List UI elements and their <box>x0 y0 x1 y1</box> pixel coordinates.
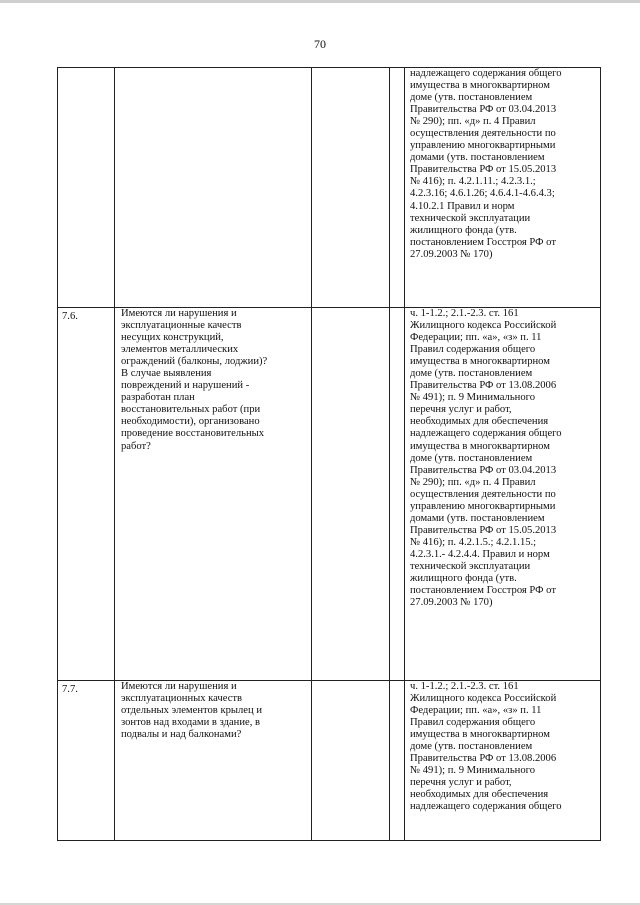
text-line: надлежащего содержания общего <box>410 801 562 813</box>
text-line: технической эксплуатации <box>410 560 531 572</box>
text-line: Правительства РФ от 03.04.2013 <box>410 464 557 476</box>
text-line: доме (утв. постановлением <box>410 92 533 104</box>
text-line: подвалы и над балконами? <box>121 729 242 741</box>
item-number: 7.7. <box>58 681 115 841</box>
text-line: надлежащего содержания общего <box>410 428 562 440</box>
text-line: домами (утв. постановлением <box>410 512 545 524</box>
legal-reference-cell <box>405 308 601 681</box>
text-line: жилищного фонда (утв. <box>410 573 517 585</box>
text-line: элементов металлических <box>121 344 239 356</box>
text-line: Правительства РФ от 13.08.2006 <box>410 753 557 765</box>
text-line: Федерации; пп. «а», «з» п. 11 <box>410 332 542 344</box>
text-line: Правительства РФ от 13.08.2006 <box>410 380 557 392</box>
legal-reference-cell <box>405 68 601 308</box>
text-line: отдельных элементов крылец и <box>121 705 262 717</box>
note-cell <box>390 308 405 681</box>
text-line: необходимых для обеспечения <box>410 416 549 428</box>
text-line: доме (утв. постановлением <box>410 741 533 753</box>
text-line: необходимости), организовано <box>121 416 260 428</box>
text-line: имущества в многоквартирном <box>410 440 550 452</box>
answer-cell <box>312 68 390 308</box>
text-line: ч. 1-1.2.; 2.1.-2.3. ст. 161 <box>410 308 519 319</box>
legal-reference-cell <box>405 681 601 841</box>
text-line: имущества в многоквартирном <box>410 729 550 741</box>
scan-top-edge <box>0 0 640 3</box>
requirements-table <box>57 67 601 841</box>
table-row <box>58 681 601 841</box>
item-number: 7.6. <box>58 308 115 681</box>
text-line: управлению многоквартирными <box>410 500 556 512</box>
item-number <box>58 68 115 308</box>
text-line: имущества в многоквартирном <box>410 80 550 92</box>
text-line: 27.09.2003 № 170) <box>410 597 493 609</box>
text-line: Имеются ли нарушения и <box>121 308 237 319</box>
text-line: эксплуатационные качеств <box>121 320 242 332</box>
question-cell <box>115 308 312 681</box>
text-line: В случае выявления <box>121 368 212 380</box>
text-line: необходимых для обеспечения <box>410 789 549 801</box>
text-line: Правительства РФ от 15.05.2013 <box>410 164 557 176</box>
text-line: ч. 1-1.2.; 2.1.-2.3. ст. 161 <box>410 681 519 692</box>
text-line: надлежащего содержания общего <box>410 68 562 79</box>
text-line: повреждений и нарушений - <box>121 380 250 392</box>
text-line: постановлением Госстроя РФ от <box>410 585 556 597</box>
text-line: № 290); пп. «д» п. 4 Правил <box>410 116 536 128</box>
text-line: Правил содержания общего <box>410 717 536 729</box>
text-line: осуществления деятельности по <box>410 488 556 500</box>
text-line: разработан план <box>121 392 195 404</box>
text-line: работ? <box>121 440 151 452</box>
answer-cell <box>312 681 390 841</box>
text-line: несущих конструкций, <box>121 332 224 344</box>
text-line: доме (утв. постановлением <box>410 368 533 380</box>
text-line: № 491); п. 9 Минимального <box>410 765 535 777</box>
text-line: № 290); пп. «д» п. 4 Правил <box>410 476 536 488</box>
text-line: домами (утв. постановлением <box>410 152 545 164</box>
text-line: зонтов над входами в здание, в <box>121 717 261 729</box>
text-line: ограждений (балконы, лоджии)? <box>121 356 268 368</box>
table-row <box>58 308 601 681</box>
text-line: Правительства РФ от 15.05.2013 <box>410 524 557 536</box>
question-cell <box>115 68 312 308</box>
text-line: Имеются ли нарушения и <box>121 681 237 692</box>
text-line: эксплуатационных качеств <box>121 693 243 705</box>
text-line: технической эксплуатации <box>410 212 531 224</box>
text-line: управлению многоквартирными <box>410 140 556 152</box>
text-line: № 491); п. 9 Минимального <box>410 392 535 404</box>
text-line: восстановительных работ (при <box>121 404 261 416</box>
text-line: Федерации; пп. «а», «з» п. 11 <box>410 705 542 717</box>
text-line: постановлением Госстроя РФ от <box>410 236 556 248</box>
text-line: перечня услуг и работ, <box>410 777 512 789</box>
text-line: № 416); п. 4.2.1.11.; 4.2.3.1.; <box>410 176 536 188</box>
text-line: 4.10.2.1 Правил и норм <box>410 200 515 212</box>
text-line: Правительства РФ от 03.04.2013 <box>410 104 557 116</box>
text-line: Жилищного кодекса Российской <box>410 693 557 705</box>
answer-cell <box>312 308 390 681</box>
text-line: проведение восстановительных <box>121 428 265 440</box>
table-row <box>58 68 601 308</box>
text-line: № 416); п. 4.2.1.5.; 4.2.1.15.; <box>410 536 537 548</box>
text-line: имущества в многоквартирном <box>410 356 550 368</box>
text-line: 4.2.3.16; 4.6.1.26; 4.6.4.1-4.6.4.3; <box>410 188 555 200</box>
text-line: 27.09.2003 № 170) <box>410 248 493 260</box>
note-cell <box>390 681 405 841</box>
text-line: доме (утв. постановлением <box>410 452 533 464</box>
page-number: 70 <box>314 37 326 51</box>
text-line: 4.2.3.1.- 4.2.4.4. Правил и норм <box>410 548 550 560</box>
text-line: Правил содержания общего <box>410 344 536 356</box>
note-cell <box>390 68 405 308</box>
text-line: жилищного фонда (утв. <box>410 224 517 236</box>
text-line: перечня услуг и работ, <box>410 404 512 416</box>
question-cell <box>115 681 312 841</box>
text-line: осуществления деятельности по <box>410 128 556 140</box>
text-line: Жилищного кодекса Российской <box>410 320 557 332</box>
